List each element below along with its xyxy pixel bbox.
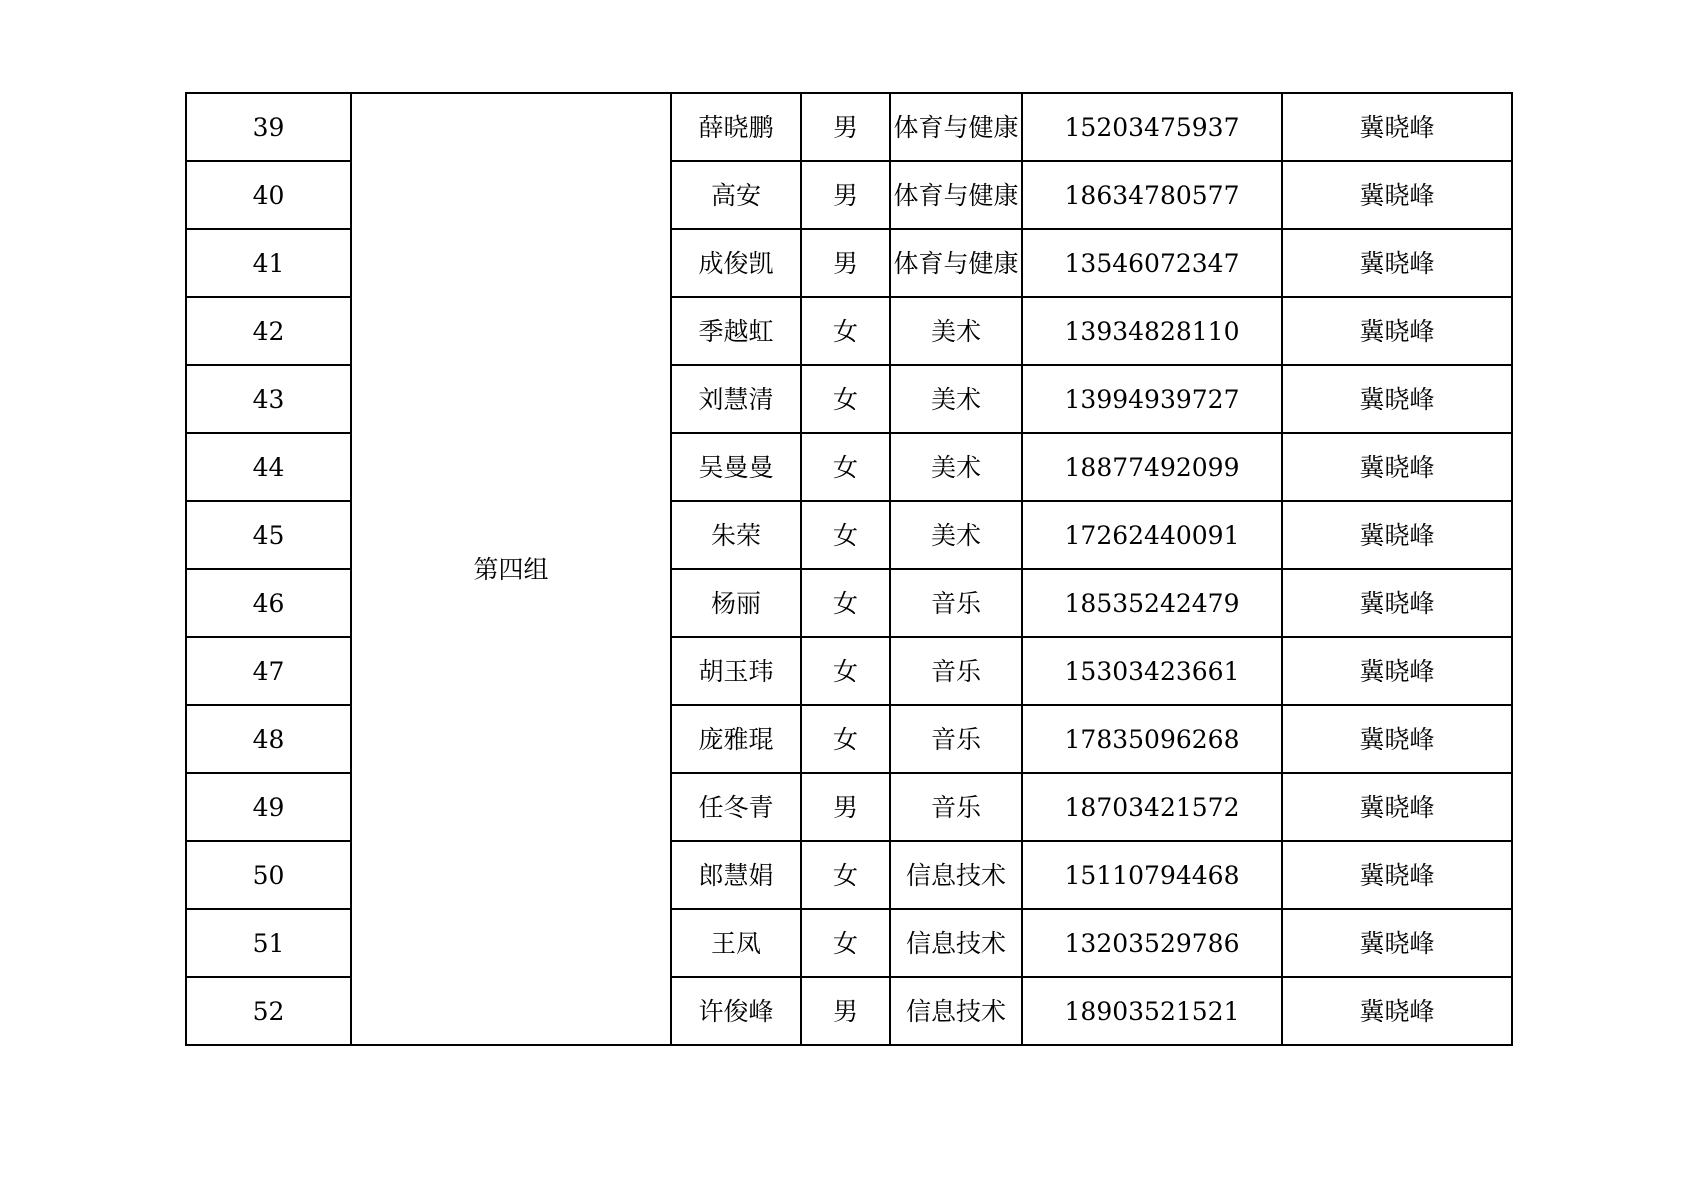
subject-cell: 美术 — [890, 365, 1022, 433]
gender-cell: 女 — [801, 637, 890, 705]
leader-cell: 冀晓峰 — [1282, 569, 1512, 637]
leader-cell: 冀晓峰 — [1282, 909, 1512, 977]
leader-cell: 冀晓峰 — [1282, 433, 1512, 501]
phone-cell: 18903521521 — [1022, 977, 1282, 1045]
gender-cell: 女 — [801, 365, 890, 433]
name-cell: 王凤 — [671, 909, 801, 977]
row-number-cell: 48 — [186, 705, 351, 773]
leader-cell: 冀晓峰 — [1282, 977, 1512, 1045]
name-cell: 高安 — [671, 161, 801, 229]
phone-cell: 18634780577 — [1022, 161, 1282, 229]
gender-cell: 男 — [801, 977, 890, 1045]
subject-cell: 美术 — [890, 501, 1022, 569]
name-cell: 许俊峰 — [671, 977, 801, 1045]
row-number-cell: 41 — [186, 229, 351, 297]
phone-cell: 13994939727 — [1022, 365, 1282, 433]
row-number-cell: 49 — [186, 773, 351, 841]
name-cell: 季越虹 — [671, 297, 801, 365]
row-number-cell: 42 — [186, 297, 351, 365]
leader-cell: 冀晓峰 — [1282, 229, 1512, 297]
phone-cell: 18877492099 — [1022, 433, 1282, 501]
row-number-cell: 51 — [186, 909, 351, 977]
leader-cell: 冀晓峰 — [1282, 161, 1512, 229]
gender-cell: 女 — [801, 501, 890, 569]
name-cell: 杨丽 — [671, 569, 801, 637]
row-number-cell: 39 — [186, 93, 351, 161]
leader-cell: 冀晓峰 — [1282, 705, 1512, 773]
gender-cell: 女 — [801, 569, 890, 637]
table-row — [186, 93, 1512, 161]
roster-table — [185, 92, 1513, 1046]
phone-cell: 13203529786 — [1022, 909, 1282, 977]
subject-cell: 音乐 — [890, 773, 1022, 841]
gender-cell: 女 — [801, 841, 890, 909]
group-cell: 第四组 — [351, 93, 671, 1045]
roster-table-body — [186, 93, 1512, 1045]
name-cell: 朱荣 — [671, 501, 801, 569]
gender-cell: 男 — [801, 161, 890, 229]
phone-cell: 15303423661 — [1022, 637, 1282, 705]
phone-cell: 17835096268 — [1022, 705, 1282, 773]
phone-cell: 18535242479 — [1022, 569, 1282, 637]
phone-cell: 17262440091 — [1022, 501, 1282, 569]
row-number-cell: 40 — [186, 161, 351, 229]
name-cell: 胡玉玮 — [671, 637, 801, 705]
row-number-cell: 47 — [186, 637, 351, 705]
subject-cell: 体育与健康 — [890, 161, 1022, 229]
row-number-cell: 46 — [186, 569, 351, 637]
name-cell: 吴曼曼 — [671, 433, 801, 501]
phone-cell: 13934828110 — [1022, 297, 1282, 365]
gender-cell: 女 — [801, 433, 890, 501]
gender-cell: 男 — [801, 773, 890, 841]
subject-cell: 信息技术 — [890, 841, 1022, 909]
subject-cell: 美术 — [890, 433, 1022, 501]
leader-cell: 冀晓峰 — [1282, 501, 1512, 569]
phone-cell: 15110794468 — [1022, 841, 1282, 909]
leader-cell: 冀晓峰 — [1282, 773, 1512, 841]
phone-cell: 15203475937 — [1022, 93, 1282, 161]
subject-cell: 信息技术 — [890, 909, 1022, 977]
row-number-cell: 44 — [186, 433, 351, 501]
leader-cell: 冀晓峰 — [1282, 365, 1512, 433]
subject-cell: 音乐 — [890, 569, 1022, 637]
name-cell: 庞雅琨 — [671, 705, 801, 773]
subject-cell: 体育与健康 — [890, 93, 1022, 161]
row-number-cell: 52 — [186, 977, 351, 1045]
gender-cell: 女 — [801, 909, 890, 977]
subject-cell: 美术 — [890, 297, 1022, 365]
row-number-cell: 45 — [186, 501, 351, 569]
leader-cell: 冀晓峰 — [1282, 297, 1512, 365]
name-cell: 成俊凯 — [671, 229, 801, 297]
leader-cell: 冀晓峰 — [1282, 637, 1512, 705]
subject-cell: 音乐 — [890, 705, 1022, 773]
name-cell: 任冬青 — [671, 773, 801, 841]
leader-cell: 冀晓峰 — [1282, 93, 1512, 161]
row-number-cell: 50 — [186, 841, 351, 909]
gender-cell: 男 — [801, 229, 890, 297]
gender-cell: 女 — [801, 297, 890, 365]
subject-cell: 体育与健康 — [890, 229, 1022, 297]
phone-cell: 13546072347 — [1022, 229, 1282, 297]
phone-cell: 18703421572 — [1022, 773, 1282, 841]
row-number-cell: 43 — [186, 365, 351, 433]
name-cell: 刘慧清 — [671, 365, 801, 433]
name-cell: 薛晓鹏 — [671, 93, 801, 161]
gender-cell: 女 — [801, 705, 890, 773]
gender-cell: 男 — [801, 93, 890, 161]
subject-cell: 信息技术 — [890, 977, 1022, 1045]
name-cell: 郎慧娟 — [671, 841, 801, 909]
subject-cell: 音乐 — [890, 637, 1022, 705]
leader-cell: 冀晓峰 — [1282, 841, 1512, 909]
